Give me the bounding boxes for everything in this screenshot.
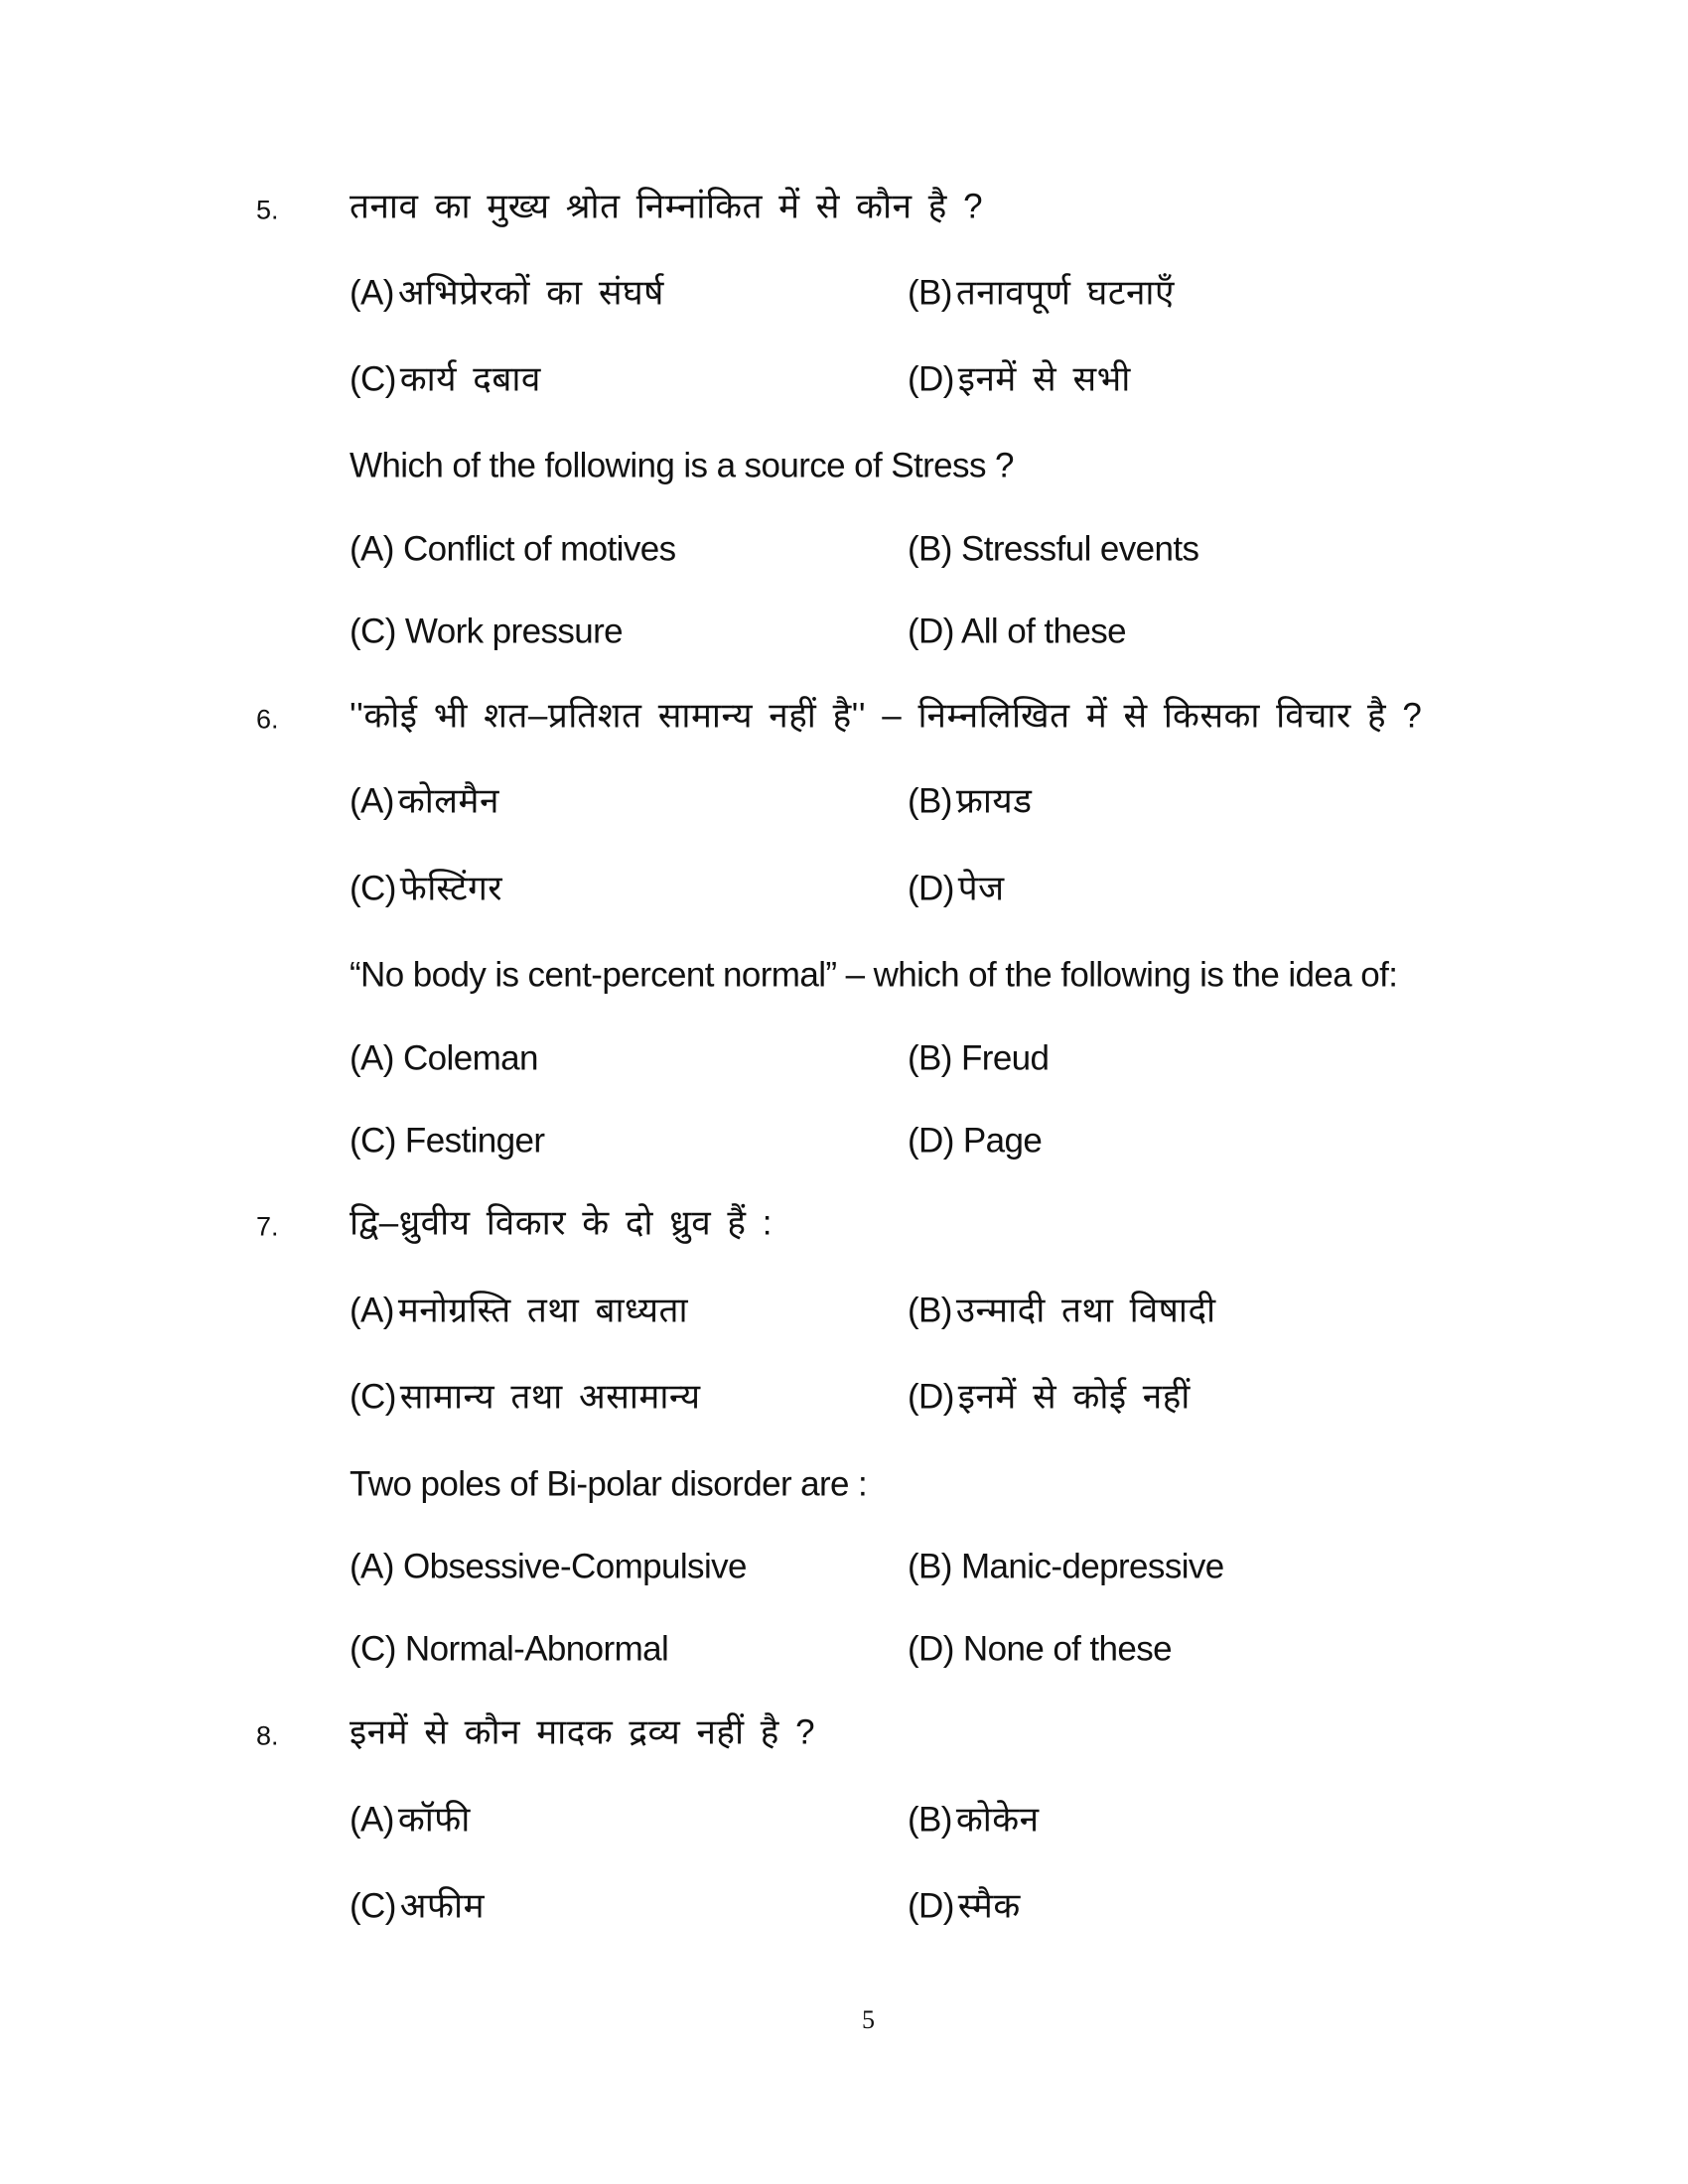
option-b-english: (B) Freud (908, 1038, 1050, 1078)
option-b-hindi: (B) फ्रायड (908, 781, 1033, 821)
option-d-english: (D) None of these (908, 1629, 1173, 1669)
question-text-english: “No body is cent-percent normal” – which of the following is the idea of: (350, 955, 1398, 995)
question-number: 6. (256, 704, 279, 735)
option-a-hindi: (A) अभिप्रेरकों का संघर्ष (350, 273, 664, 313)
option-a-hindi: (A) मनोग्रस्ति तथा बाध्यता (350, 1291, 689, 1330)
option-d-english: (D) Page (908, 1121, 1043, 1160)
option-c-english: (C) Festinger (350, 1121, 545, 1160)
option-c-hindi: (C) सामान्य तथा असामान्य (350, 1377, 701, 1417)
option-a-hindi: (A) कॉफी (350, 1800, 471, 1840)
question-number: 8. (256, 1720, 279, 1751)
question-text-english: Two poles of Bi-polar disorder are : (350, 1464, 868, 1504)
option-d-hindi: (D) इनमें से सभी (908, 359, 1131, 399)
question-number: 5. (256, 195, 279, 225)
option-b-hindi: (B) तनावपूर्ण घटनाएँ (908, 273, 1175, 313)
question-number: 7. (256, 1211, 279, 1242)
option-c-english: (C) Normal-Abnormal (350, 1629, 669, 1669)
option-d-hindi: (D) पेज (908, 869, 1005, 908)
question-text-hindi: द्वि–ध्रुवीय विकार के दो ध्रुव हैं : (350, 1203, 773, 1243)
option-b-hindi: (B) उन्मादी तथा विषादी (908, 1291, 1216, 1330)
page-number: 5 (862, 2005, 875, 2034)
option-c-hindi: (C) फेस्टिंगर (350, 869, 503, 908)
option-a-english: (A) Obsessive-Compulsive (350, 1547, 747, 1586)
option-c-english: (C) Work pressure (350, 612, 624, 651)
question-text-english: Which of the following is a source of Stress ? (350, 446, 1014, 485)
question-text-hindi: इनमें से कौन मादक द्रव्य नहीं है ? (350, 1712, 816, 1752)
option-d-hindi: (D) स्मैक (908, 1886, 1021, 1926)
option-c-hindi: (C) कार्य दबाव (350, 359, 541, 399)
option-b-english: (B) Stressful events (908, 529, 1199, 569)
question-text-hindi: तनाव का मुख्य श्रोत निम्नांकित में से कौन है ? (350, 187, 984, 226)
option-d-hindi: (D) इनमें से कोई नहीं (908, 1377, 1191, 1417)
option-a-english: (A) Conflict of motives (350, 529, 676, 569)
option-d-english: (D) All of these (908, 612, 1126, 651)
option-c-hindi: (C) अफीम (350, 1886, 486, 1926)
option-b-english: (B) Manic-depressive (908, 1547, 1224, 1586)
question-text-hindi: ''कोई भी शत–प्रतिशत सामान्य नहीं है'' – निम्नलिखित में से किसका विचार है ? (350, 696, 1423, 736)
option-a-english: (A) Coleman (350, 1038, 538, 1078)
option-a-hindi: (A) कोलमैन (350, 781, 499, 821)
option-b-hindi: (B) कोकेन (908, 1800, 1040, 1840)
